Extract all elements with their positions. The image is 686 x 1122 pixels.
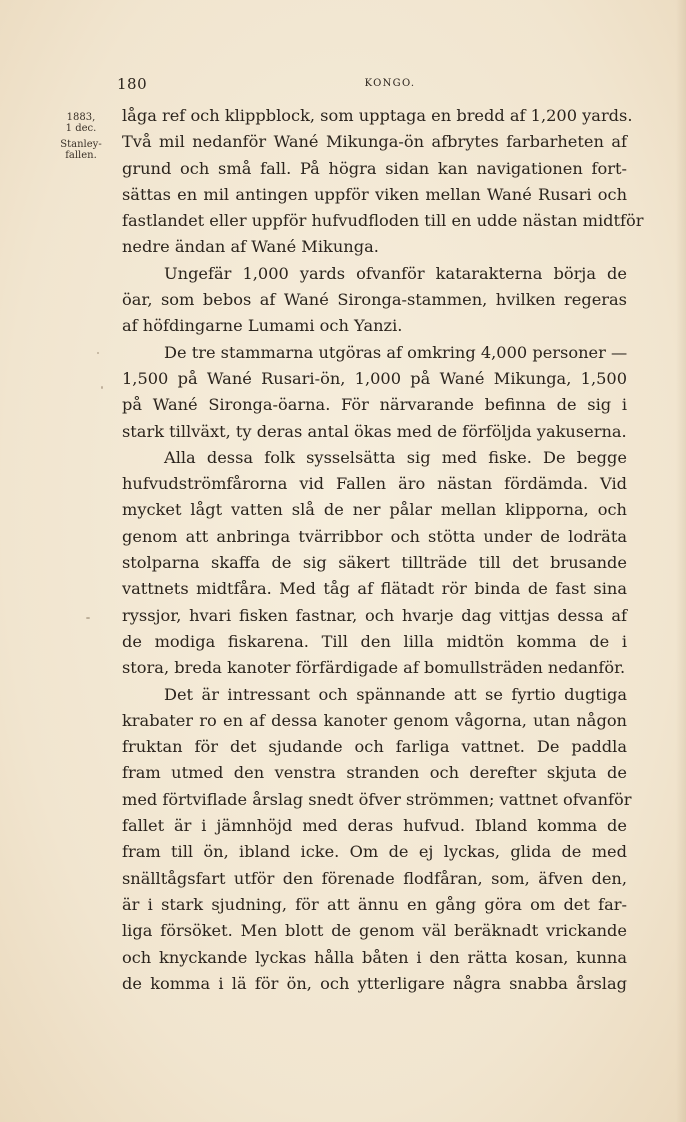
margin-note-line: fallen. <box>65 150 97 161</box>
text-line: stolparna skaffa de sig säkert tillträde till det brusande <box>122 553 627 573</box>
text-line: med förtviflade årslag snedt öfver strömmen; vattnet ofvanför <box>122 789 632 809</box>
margin-note-date <box>56 112 106 134</box>
text-line: öar, som bebos af Wané Sironga-stammen, hvilken regeras <box>122 290 627 310</box>
text-line: är i stark sjudning, för att ännu en gång göra om det far- <box>122 894 627 914</box>
margin-note-line: Stanley- <box>60 139 102 150</box>
text-line: grund och små fall. På högra sidan kan navigationen fort- <box>122 158 627 178</box>
text-line: ryssjor, hvari fisken fastnar, och hvarje dag vittjas dessa af <box>122 605 627 625</box>
text-line: vattnets midtfåra. Med tåg af flätadt rör binda de fast sina <box>122 579 627 599</box>
text-line: fallet är i jämnhöjd med deras hufvud. Ibland komma de <box>122 816 627 836</box>
text-line: på Wané Sironga-öarna. För närvarande befinna de sig i <box>122 395 627 415</box>
text-line: stark tillväxt, ty deras antal ökas med de förföljda yakuserna. <box>122 421 627 441</box>
text-line: liga försöket. Men blott de genom väl beräknadt vrickande <box>122 921 627 941</box>
text-line: Två mil nedanför Wané Mikunga-ön afbrytes farbarheten af <box>122 132 627 152</box>
paper-speck <box>86 617 90 619</box>
running-head: KONGO. <box>364 78 416 89</box>
text-line: De tre stammarna utgöras af omkring 4,000 personer — <box>164 342 628 362</box>
page-header <box>117 74 627 96</box>
text-line: nedre ändan af Wané Mikunga. <box>122 237 379 257</box>
paper-speck <box>101 386 103 389</box>
text-line: fram utmed den venstra stranden och derefter skjuta de <box>122 763 627 783</box>
text-line: de komma i lä för ön, och ytterligare några snabba årslag <box>122 973 627 993</box>
text-line: hufvudströmfårorna vid Fallen äro nästan fördämda. Vid <box>122 474 627 494</box>
text-line: fastlandet eller uppför hufvudfloden till en udde nästan midtför <box>122 211 644 231</box>
text-line: 1,500 på Wané Rusari-ön, 1,000 på Wané Mikunga, 1,500 <box>122 368 627 388</box>
text-line: de modiga fiskarena. Till den lilla midtön komma de i <box>122 631 627 651</box>
margin-note-line: 1 dec. <box>65 123 97 134</box>
margin-note-line: 1883, <box>66 112 96 123</box>
text-line: fruktan för det sjudande och farliga vattnet. De paddla <box>122 737 627 757</box>
text-line: af höfdingarne Lumami och Yanzi. <box>122 316 403 336</box>
text-line: Det är intressant och spännande att se fyrtio dugtiga <box>164 684 627 704</box>
text-line: Alla dessa folk sysselsätta sig med fiske. De begge <box>164 447 627 467</box>
text-line: fram till ön, ibland icke. Om de ej lyckas, glida de med <box>122 842 627 862</box>
page-number: 180 <box>117 75 148 93</box>
text-line: Ungefär 1,000 yards ofvanför katarakterna börja de <box>164 263 627 283</box>
text-line: sättas en mil antingen uppför viken mellan Wané Rusari och <box>122 184 627 204</box>
text-line: och knyckande lyckas hålla båten i den rätta kosan, kunna <box>122 947 627 967</box>
text-line: genom att anbringa tvärribbor och stötta under de lodräta <box>122 526 627 546</box>
page-edge-shadow <box>676 0 686 1122</box>
margin-note-place <box>56 139 106 161</box>
body-text <box>122 103 644 997</box>
text-line: stora, breda kanoter förfärdigade af bomullsträden nedanför. <box>122 658 626 678</box>
text-line: mycket lågt vatten slå de ner pålar mellan klipporna, och <box>122 500 627 520</box>
paper-speck <box>97 352 99 354</box>
text-line: krabater ro en af dessa kanoter genom vågorna, utan någon <box>122 710 627 730</box>
text-line: låga ref och klippblock, som upptaga en bredd af 1,200 yards. <box>122 106 633 125</box>
text-line: snälltågsfart utför den förenade flodfåran, som, äfven den, <box>122 868 627 888</box>
